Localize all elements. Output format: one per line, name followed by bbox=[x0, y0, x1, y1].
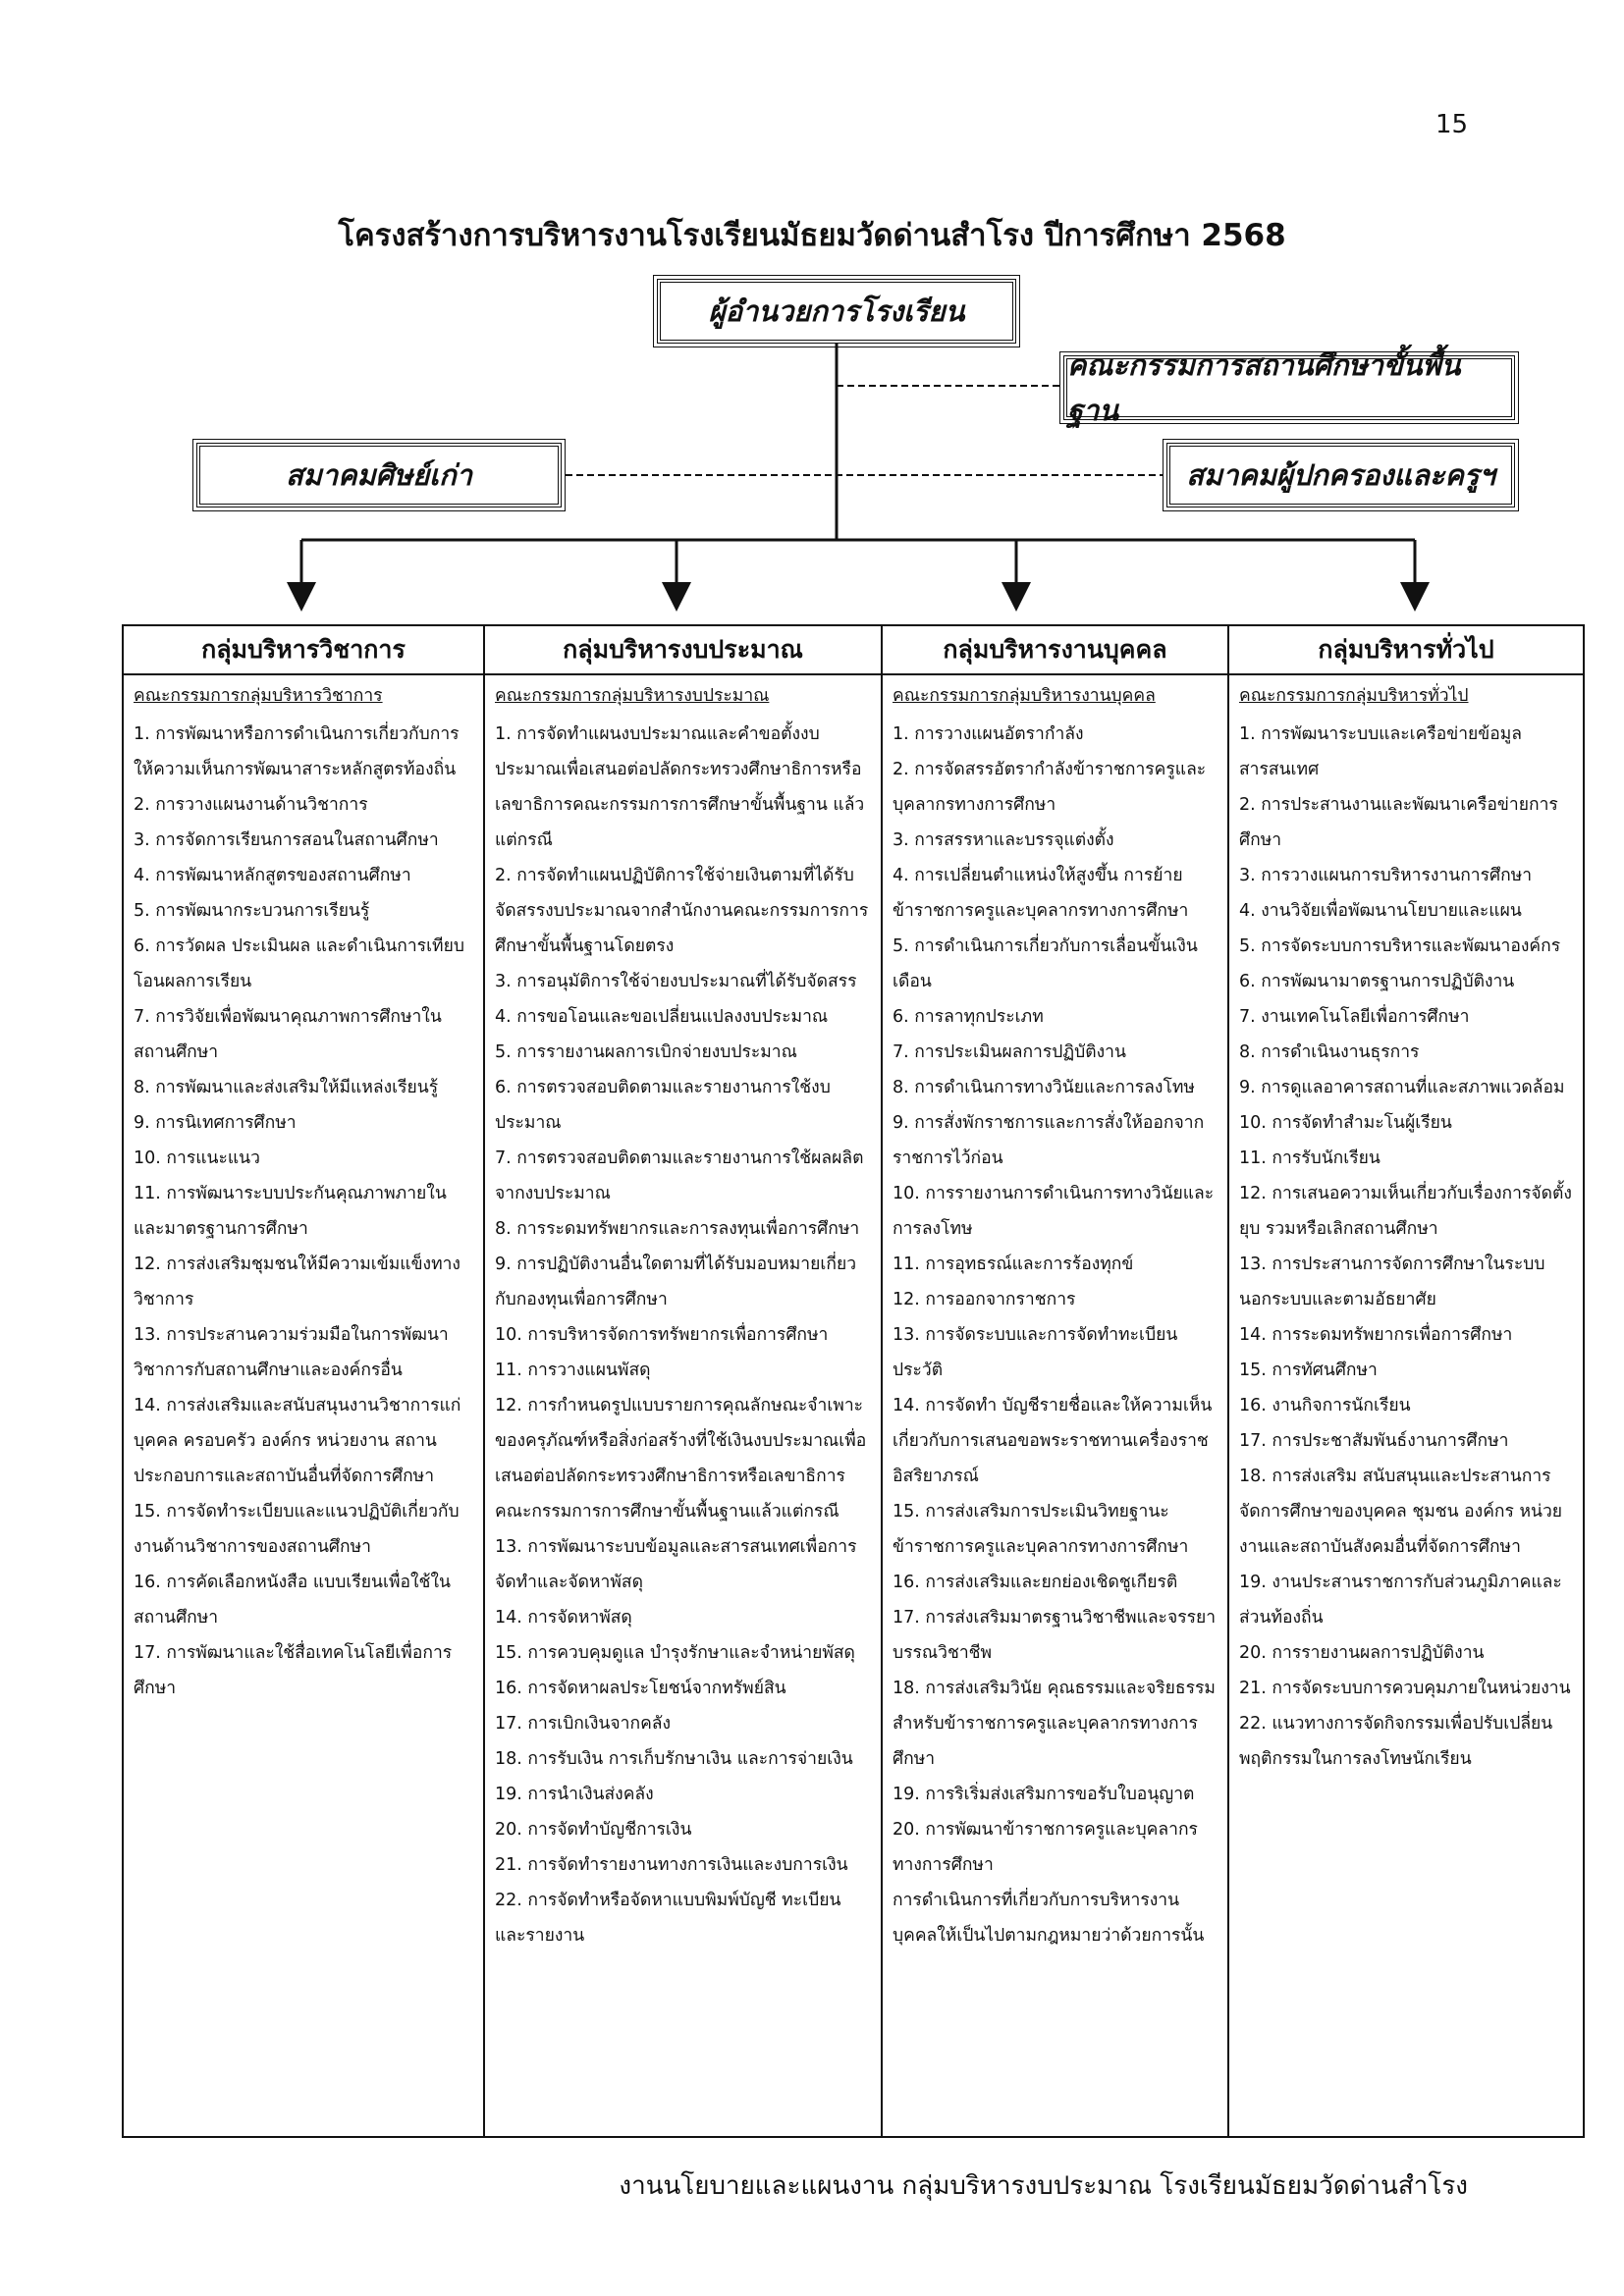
duty-item: 18. การส่งเสริม สนับสนุนและประสานการจัดการศึกษาของบุคคล ชุมชน องค์กร หน่วยงานและสถาบันสังคมอื่นที่จัดการศึกษา bbox=[1239, 1467, 1563, 1557]
duty-item: 22. แนวทางการจัดกิจกรรมเพื่อปรับเปลี่ยนพฤติกรรมในการลงโทษนักเรียน bbox=[1239, 1714, 1553, 1769]
parents-teachers-association-box: สมาคมผู้ปกครองและครูฯ bbox=[1166, 443, 1515, 507]
column-budget bbox=[485, 675, 883, 2136]
school-board-box: คณะกรรมการสถานศึกษาขั้นพื้นฐาน bbox=[1063, 355, 1515, 420]
director-box: ผู้อำนวยการโรงเรียน bbox=[657, 279, 1016, 344]
duty-item: 17. การพัฒนาและใช้สื่อเทคโนโลยีเพื่อการศึกษา bbox=[134, 1643, 453, 1698]
duty-item: 12. การเสนอความเห็นเกี่ยวกับเรื่องการจัดตั้ง ยุบ รวมหรือเลิกสถานศึกษา bbox=[1239, 1184, 1572, 1239]
column-header-general: กลุ่มบริหารทั่วไป bbox=[1229, 626, 1583, 675]
duty-item: 10. การรายงานการดำเนินการทางวินัยและการลงโทษ bbox=[893, 1184, 1215, 1239]
duty-item: 11. การพัฒนาระบบประกันคุณภาพภายในและมาตรฐานการศึกษา bbox=[134, 1184, 447, 1239]
duty-item: 6. การลาทุกประเภท bbox=[893, 1007, 1044, 1027]
column-academic bbox=[124, 675, 485, 2136]
duty-item: 17. การประชาสัมพันธ์งานการศึกษา bbox=[1239, 1431, 1509, 1451]
duty-item: 13. การประสานการจัดการศึกษาในระบบ นอกระบบและตามอัธยาศัย bbox=[1239, 1255, 1545, 1309]
duty-item: 16. การคัดเลือกหนังสือ แบบเรียนเพื่อใช้ในสถานศึกษา bbox=[134, 1573, 451, 1628]
duty-item: 19. การริเริ่มส่งเสริมการขอรับใบอนุญาต bbox=[893, 1785, 1195, 1804]
duty-item: 6. การพัฒนามาตรฐานการปฏิบัติงาน bbox=[1239, 972, 1515, 991]
duty-item: 3. การอนุมัติการใช้จ่ายงบประมาณที่ได้รับจัดสรร bbox=[495, 972, 857, 991]
column-header-academic: กลุ่มบริหารวิชาการ bbox=[124, 626, 485, 675]
duty-item: 4. งานวิจัยเพื่อพัฒนานโยบายและแผน bbox=[1239, 901, 1522, 921]
department-table bbox=[122, 624, 1585, 2138]
committee-label: คณะกรรมการกลุ่มบริหารวิชาการ bbox=[134, 686, 383, 706]
duty-item: 9. การดูแลอาคารสถานที่และสภาพแวดล้อม bbox=[1239, 1078, 1565, 1097]
duty-item: 5. การพัฒนากระบวนการเรียนรู้ bbox=[134, 901, 370, 921]
column-header-budget: กลุ่มบริหารงบประมาณ bbox=[485, 626, 883, 675]
duty-item: 5. การจัดระบบการบริหารและพัฒนาองค์กร bbox=[1239, 936, 1561, 956]
committee-label: คณะกรรมการกลุ่มบริหารทั่วไป bbox=[1239, 686, 1469, 706]
duty-item: 17. การส่งเสริมมาตรฐานวิชาชีพและจรรยาบรรณวิชาชีพ bbox=[893, 1608, 1217, 1663]
duty-item: 21. การจัดทำรายงานทางการเงินและงบการเงิน bbox=[495, 1855, 848, 1875]
duty-item: 16. การส่งเสริมและยกย่องเชิดชูเกียรติ bbox=[893, 1573, 1178, 1592]
duty-item: 9. การปฏิบัติงานอื่นใดตามที่ได้รับมอบหมายเกี่ยวกับกองทุนเพื่อการศึกษา bbox=[495, 1255, 857, 1309]
duty-item: 4. การพัฒนาหลักสูตรของสถานศึกษา bbox=[134, 866, 411, 885]
duty-list bbox=[495, 717, 873, 1953]
duty-item: 12. การส่งเสริมชุมชนให้มีความเข้มแข็งทางวิชาการ bbox=[134, 1255, 460, 1309]
column-personnel bbox=[883, 675, 1229, 2136]
duty-item: 12. การกำหนดรูปแบบรายการคุณลักษณะจำเพาะของครุภัณฑ์หรือสิ่งก่อสร้างที่ใช้เงินงบประมาณเพื่อเสนอต่อปลัดกระทรวงศึกษาธิการหรือเลขาธิการคณะกรรมการการศึกษาขั้นพื้นฐานแล้วแต่กรณี bbox=[495, 1396, 867, 1522]
duty-item: 14. การจัดทำ บัญชีรายชื่อและให้ความเห็นเกี่ยวกับการเสนอขอพระราชทานเครื่องราชอิสริยาภรณ์ bbox=[893, 1396, 1213, 1486]
duty-item: 7. งานเทคโนโลยีเพื่อการศึกษา bbox=[1239, 1007, 1470, 1027]
duty-item: การดำเนินการที่เกี่ยวกับการบริหารงานบุคคลให้เป็นไปตามกฎหมายว่าด้วยการนั้น bbox=[893, 1891, 1205, 1946]
duty-item: 10. การบริหารจัดการทรัพยากรเพื่อการศึกษา bbox=[495, 1325, 829, 1345]
page-footer: งานนโยบายและแผนงาน กลุ่มบริหารงบประมาณ โรงเรียนมัธยมวัดด่านสำโรง bbox=[619, 2171, 1468, 2201]
page-title: โครงสร้างการบริหารงานโรงเรียนมัธยมวัดด่านสำโรง ปีการศึกษา 2568 bbox=[338, 218, 1286, 253]
duty-item: 10. การแนะแนว bbox=[134, 1148, 260, 1168]
duty-item: 17. การเบิกเงินจากคลัง bbox=[495, 1714, 672, 1734]
duty-item: 16. การจัดหาผลประโยชน์จากทรัพย์สิน bbox=[495, 1679, 786, 1698]
duty-item: 2. การจัดสรรอัตรากำลังข้าราชการครูและบุคลากรทางการศึกษา bbox=[893, 760, 1207, 815]
duty-item: 14. การส่งเสริมและสนับสนุนงานวิชาการแก่บุคคล ครอบครัว องค์กร หน่วยงาน สถานประกอบการและสถาบันอื่นที่จัดการศึกษา bbox=[134, 1396, 461, 1486]
duty-item: 18. การส่งเสริมวินัย คุณธรรมและจริยธรรมสำหรับข้าราชการครูและบุคลากรทางการศึกษา bbox=[893, 1679, 1216, 1769]
duty-item: 9. การนิเทศการศึกษา bbox=[134, 1113, 297, 1133]
duty-item: 2. การประสานงานและพัฒนาเครือข่ายการศึกษา bbox=[1239, 795, 1558, 850]
duty-item: 4. การเปลี่ยนตำแหน่งให้สูงขึ้น การย้ายข้าราชการครูและบุคลากรทางการศึกษา bbox=[893, 866, 1189, 921]
duty-item: 13. การพัฒนาระบบข้อมูลและสารสนเทศเพื่อการจัดทำและจัดหาพัสดุ bbox=[495, 1537, 857, 1592]
duty-item: 2. การวางแผนงานด้านวิชาการ bbox=[134, 795, 368, 815]
duty-item: 5. การดำเนินการเกี่ยวกับการเลื่อนขั้นเงินเดือน bbox=[893, 936, 1198, 991]
duty-list bbox=[1239, 717, 1575, 1777]
duty-item: 22. การจัดทำหรือจัดหาแบบพิมพ์บัญชี ทะเบียน และรายงาน bbox=[495, 1891, 841, 1946]
duty-item: 8. การดำเนินการทางวินัยและการลงโทษ bbox=[893, 1078, 1195, 1097]
duty-item: 20. การรายงานผลการปฏิบัติงาน bbox=[1239, 1643, 1485, 1663]
duty-item: 1. การวางแผนอัตรากำลัง bbox=[893, 724, 1084, 744]
duty-item: 2. การจัดทำแผนปฏิบัติการใช้จ่ายเงินตามที่ได้รับจัดสรรงบประมาณจากสำนักงานคณะกรรมการการศึกษาขั้นพื้นฐานโดยตรง bbox=[495, 866, 869, 956]
committee-label: คณะกรรมการกลุ่มบริหารงานบุคคล bbox=[893, 686, 1156, 706]
duty-item: 3. การสรรหาและบรรจุแต่งตั้ง bbox=[893, 830, 1114, 850]
duty-item: 6. การวัดผล ประเมินผล และดำเนินการเทียบโอนผลการเรียน bbox=[134, 936, 464, 991]
duty-item: 19. การนำเงินส่งคลัง bbox=[495, 1785, 654, 1804]
committee-label: คณะกรรมการกลุ่มบริหารงบประมาณ bbox=[495, 686, 770, 706]
duty-item: 15. การส่งเสริมการประเมินวิทยฐานะข้าราชการครูและบุคลากรทางการศึกษา bbox=[893, 1502, 1189, 1557]
duty-list bbox=[893, 717, 1219, 1953]
duty-item: 3. การจัดการเรียนการสอนในสถานศึกษา bbox=[134, 830, 439, 850]
duty-item: 7. การประเมินผลการปฏิบัติงาน bbox=[893, 1042, 1126, 1062]
duty-item: 8. การพัฒนาและส่งเสริมให้มีแหล่งเรียนรู้ bbox=[134, 1078, 439, 1097]
duty-item: 5. การรายงานผลการเบิกจ่ายงบประมาณ bbox=[495, 1042, 797, 1062]
duty-item: 6. การตรวจสอบติดตามและรายงานการใช้งบประมาณ bbox=[495, 1078, 831, 1133]
duty-item: 20. การพัฒนาข้าราชการครูและบุคลากรทางการศึกษา bbox=[893, 1820, 1198, 1875]
duty-list bbox=[134, 717, 475, 1706]
duty-item: 8. การระดมทรัพยากรและการลงทุนเพื่อการศึกษา bbox=[495, 1219, 860, 1239]
page-number: 15 bbox=[1435, 110, 1469, 139]
column-header-personnel: กลุ่มบริหารงานบุคคล bbox=[883, 626, 1229, 675]
duty-item: 15. การควบคุมดูแล บำรุงรักษาและจำหน่ายพัสดุ bbox=[495, 1643, 855, 1663]
duty-item: 15. การจัดทำระเบียบและแนวปฏิบัติเกี่ยวกับงานด้านวิชาการของสถานศึกษา bbox=[134, 1502, 460, 1557]
duty-item: 11. การวางแผนพัสดุ bbox=[495, 1361, 651, 1380]
duty-item: 1. การพัฒนาหรือการดำเนินการเกี่ยวกับการให้ความเห็นการพัฒนาสาระหลักสูตรท้องถิ่น bbox=[134, 724, 460, 779]
duty-item: 8. การดำเนินงานธุรการ bbox=[1239, 1042, 1420, 1062]
duty-item: 11. การรับนักเรียน bbox=[1239, 1148, 1380, 1168]
duty-item: 13. การประสานความร่วมมือในการพัฒนาวิชาการกับสถานศึกษาและองค์กรอื่น bbox=[134, 1325, 449, 1380]
duty-item: 15. การทัศนศึกษา bbox=[1239, 1361, 1378, 1380]
duty-item: 12. การออกจากราชการ bbox=[893, 1290, 1076, 1309]
duty-item: 9. การสั่งพักราชการและการสั่งให้ออกจากราชการไว้ก่อน bbox=[893, 1113, 1205, 1168]
column-general bbox=[1229, 675, 1583, 2136]
duty-item: 4. การขอโอนและขอเปลี่ยนแปลงงบประมาณ bbox=[495, 1007, 829, 1027]
duty-item: 1. การพัฒนาระบบและเครือข่ายข้อมูลสารสนเทศ bbox=[1239, 724, 1523, 779]
duty-item: 3. การวางแผนการบริหารงานการศึกษา bbox=[1239, 866, 1533, 885]
duty-item: 10. การจัดทำสำมะโนผู้เรียน bbox=[1239, 1113, 1452, 1133]
duty-item: 16. งานกิจการนักเรียน bbox=[1239, 1396, 1411, 1415]
alumni-association-box: สมาคมศิษย์เก่า bbox=[196, 443, 562, 507]
duty-item: 7. การวิจัยเพื่อพัฒนาคุณภาพการศึกษาในสถานศึกษา bbox=[134, 1007, 442, 1062]
duty-item: 1. การจัดทำแผนงบประมาณและคำขอตั้งงบประมาณเพื่อเสนอต่อปลัดกระทรวงศึกษาธิการหรือเลขาธิการคณะกรรมการการศึกษาขั้นพื้นฐาน แล้วแต่กรณี bbox=[495, 724, 865, 850]
duty-item: 18. การรับเงิน การเก็บรักษาเงิน และการจ่ายเงิน bbox=[495, 1749, 853, 1769]
duty-item: 14. การระดมทรัพยากรเพื่อการศึกษา bbox=[1239, 1325, 1513, 1345]
duty-item: 20. การจัดทำบัญชีการเงิน bbox=[495, 1820, 692, 1840]
duty-item: 11. การอุทธรณ์และการร้องทุกข์ bbox=[893, 1255, 1134, 1274]
duty-item: 14. การจัดหาพัสดุ bbox=[495, 1608, 632, 1628]
duty-item: 21. การจัดระบบการควบคุมภายในหน่วยงาน bbox=[1239, 1679, 1571, 1698]
duty-item: 13. การจัดระบบและการจัดทำทะเบียนประวัติ bbox=[893, 1325, 1178, 1380]
duty-item: 19. งานประสานราชการกับส่วนภูมิภาคและส่วนท้องถิ่น bbox=[1239, 1573, 1562, 1628]
duty-item: 7. การตรวจสอบติดตามและรายงานการใช้ผลผลิตจากงบประมาณ bbox=[495, 1148, 864, 1203]
